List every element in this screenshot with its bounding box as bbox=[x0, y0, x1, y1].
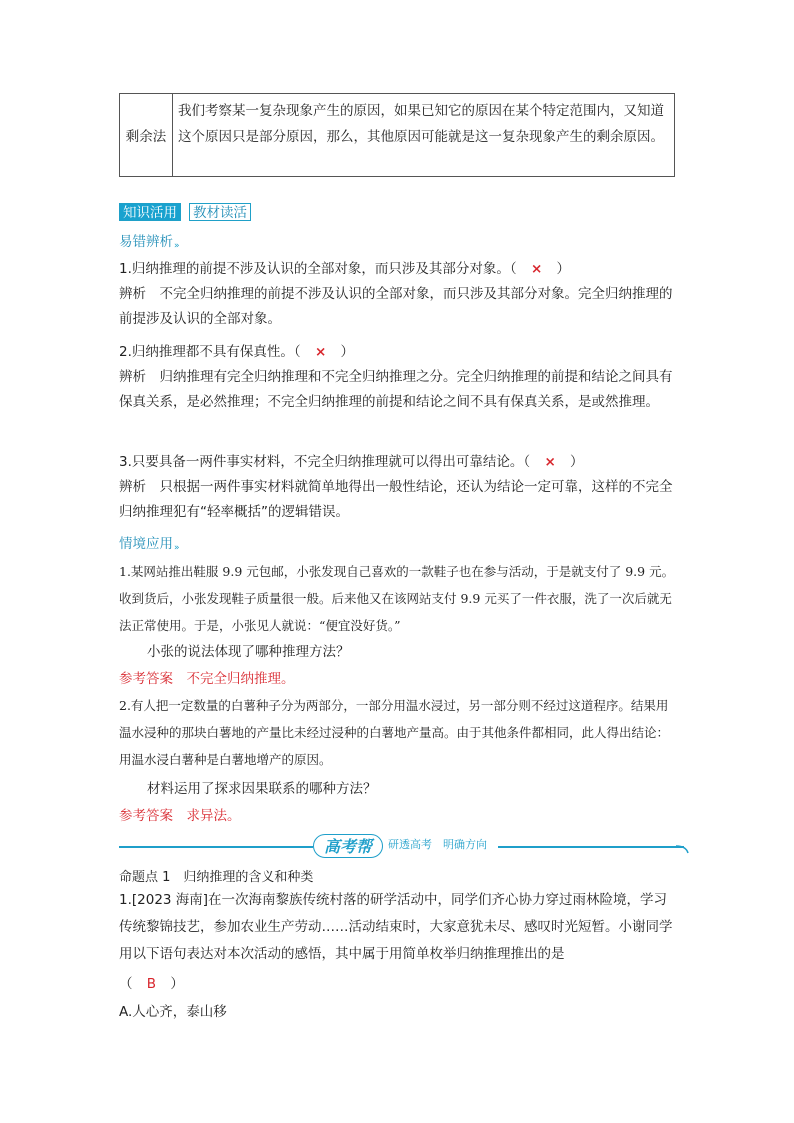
section-apply-title: 情境应用» bbox=[119, 536, 180, 553]
explain-label: 辨析 bbox=[119, 479, 146, 495]
banner-rule-left bbox=[119, 846, 313, 848]
banner-curl-icon bbox=[676, 840, 690, 854]
tag-knowledge-apply: 知识活用 bbox=[119, 203, 181, 221]
banner-rule-right bbox=[498, 846, 684, 848]
scenario-1-material: 1.某网站推出鞋服 9.9 元包邮，小张发现自己喜欢的一款鞋子也在参与活动，于是就支付了 9.9 元。收到货后，小张发现鞋子质量很一般。后来他又在该网站支付 9.9 元买了一件衣服，洗了一次后就无法正常使用。于是，小张见人就说：“便宜没好货。” bbox=[119, 564, 675, 633]
scenario-2-answer: 参考答案 求异法。 bbox=[119, 808, 241, 824]
tag-textbook-read: 教材读活 bbox=[189, 203, 251, 221]
explain-2: 辨析 归纳推理有完全归纳推理和不完全归纳推理之分。完全归纳推理的前提和结论之间具有保真关系，是必然推理；不完全归纳推理的前提和结论之间不具有保真关系，是或然推理。 bbox=[119, 369, 673, 410]
method-table bbox=[119, 93, 675, 177]
scenario-1-answer: 参考答案 不完全归纳推理。 bbox=[119, 671, 295, 687]
question-2: 2.归纳推理都不具有保真性。（ × ） bbox=[119, 344, 355, 360]
exam-answer: B bbox=[146, 976, 157, 992]
explain-label: 辨析 bbox=[119, 369, 146, 385]
table-label: 剩余法 bbox=[125, 129, 167, 145]
cross-mark-icon: × bbox=[544, 454, 556, 470]
topic-heading: 命题点 1 归纳推理的含义和种类 bbox=[119, 870, 314, 885]
table-label-cell bbox=[120, 94, 173, 176]
scenario-2-material: 2.有人把一定数量的白薯种子分为两部分，一部分用温水浸过，另一部分则不经过这道程序。结果用温水浸种的那块白薯地的产量比未经过浸种的白薯地产量高。由于其他条件都相同，此人得出结论：用温水浸白薯种是白薯地增产的原因。 bbox=[119, 698, 670, 767]
scenario-1-question: 小张的说法体现了哪种推理方法？ bbox=[147, 644, 350, 660]
chevron-icon: » bbox=[174, 241, 180, 251]
cross-mark-icon: × bbox=[314, 344, 327, 360]
explain-label: 辨析 bbox=[119, 286, 146, 302]
cross-mark-icon: × bbox=[530, 261, 543, 277]
exam-answer-line: （ B ） bbox=[119, 976, 184, 992]
scenario-2-question: 材料运用了探求因果联系的哪种方法？ bbox=[147, 781, 377, 797]
chevron-icon: » bbox=[174, 543, 180, 553]
question-1: 1.归纳推理的前提不涉及认识的全部对象，而只涉及其部分对象。（ × ） bbox=[119, 261, 571, 277]
banner-title: 高考帮 bbox=[313, 834, 383, 858]
exam-question-stem: 1.[2023 海南]在一次海南黎族传统村落的研学活动中，同学们齐心协力穿过雨林险境，学习传统黎锦技艺，参加农业生产劳动……活动结束时，大家意犹未尽、感叹时光短暂。小谢同学用以下语句表达对本次活动的感悟，其中属于用简单枚举归纳推理推出的是 bbox=[119, 892, 673, 962]
section-error-title: 易错辨析» bbox=[119, 234, 180, 251]
exam-option-a: A.人心齐，泰山移 bbox=[119, 1004, 227, 1020]
table-description: 我们考察某一复杂现象产生的原因，如果已知它的原因在某个特定范围内，又知道这个原因只是部分原因，那么，其他原因可能就是这一复杂现象产生的剩余原因。 bbox=[178, 103, 664, 145]
banner-subtitle: 研透高考 明确方向 bbox=[388, 838, 487, 851]
explain-3: 辨析 只根据一两件事实材料就简单地得出一般性结论，还认为结论一定可靠，这样的不完全归纳推理犯有“轻率概括”的逻辑错误。 bbox=[119, 479, 673, 520]
explain-1: 辨析 不完全归纳推理的前提不涉及认识的全部对象，而只涉及其部分对象。完全归纳推理的前提涉及认识的全部对象。 bbox=[119, 286, 673, 327]
question-3: 3.只要具备一两件事实材料，不完全归纳推理就可以得出可靠结论。（ × ） bbox=[119, 454, 584, 470]
